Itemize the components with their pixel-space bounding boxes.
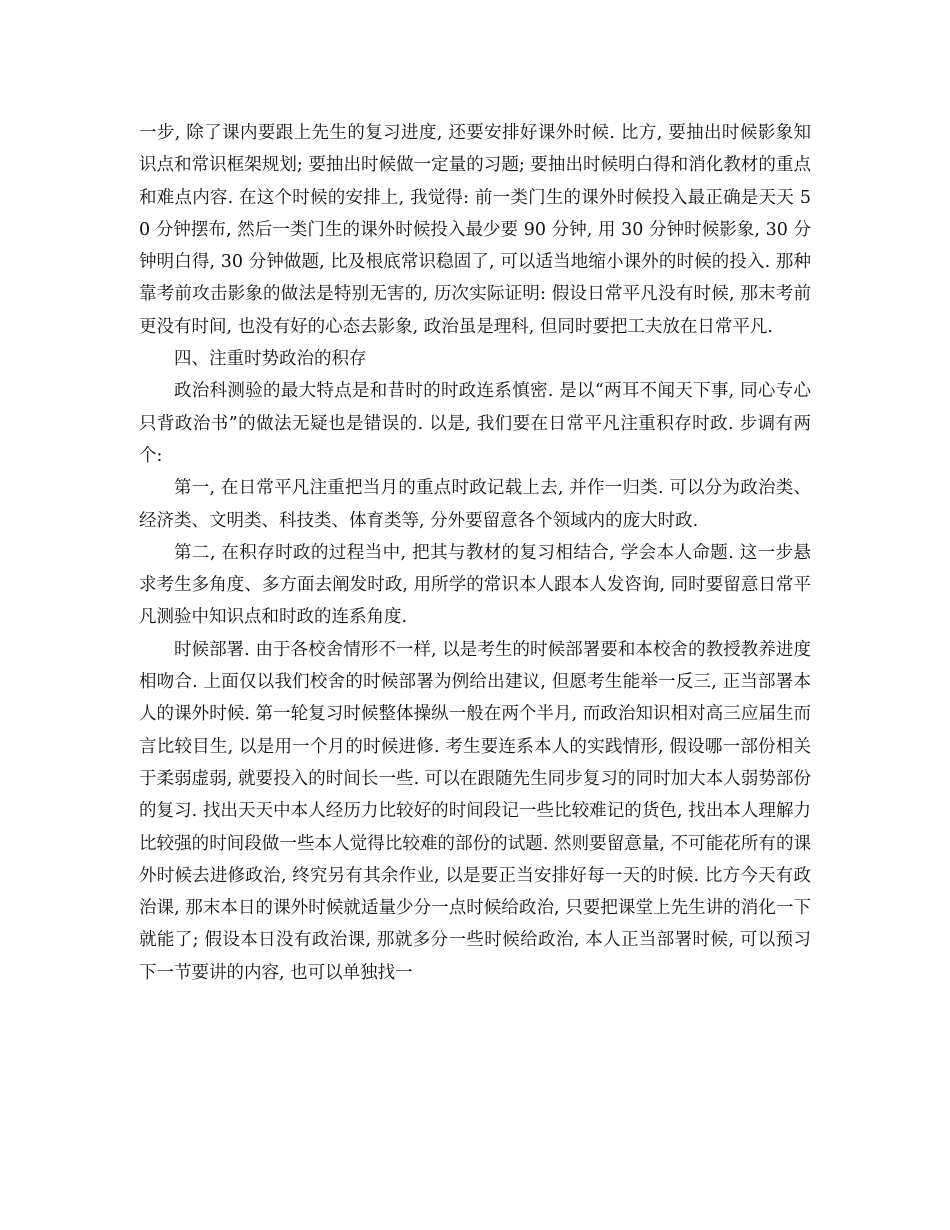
paragraph-current-affairs-intro: 政治科测验的最大特点是和昔时的时政连系慎密. 是以“两耳不闻天下事, 同心专心只背政治书”的做法无疑也是错误的. 以是, 我们要在日常平凡注重积存时政. 步调有两个: [139, 381, 811, 466]
section-heading-current-affairs: 四、注重时势政治的积存 [174, 349, 367, 370]
paragraph-step-one: 第一, 在日常平凡注重把当月的重点时政记载上去, 并作一归类. 可以分为政治类、经济类、文明类、科技类、体育类等, 分外要留意各个领域内的庞大时政. [139, 478, 811, 531]
paragraph-time-arrangement: 时候部署. 由于各校舍情形不一样, 以是考生的时候部署要和本校舍的教授教养进度相吻合. 上面仅以我们校舍的时候部署为例给出建议, 但愿考生能举一反三, 正当部署本人的课外时候. 第一轮复习时候整体操纵一般在两个半月, 而政治知识相对高三应届生而言比较目生, 以是用一个月的时候进修. 考生要连系本人的实践情形, 假设哪一部份相关于柔弱虚弱, 就要投入的时间长一些. 可以在跟随先生同步复习的同时加大本人弱势部份的复习. 找出天天中本人经历力比较好的时间段记一些比较难记的货色, 找出本人理解力比较强的时间段做一些本人觉得比较难的部份的试题. 然则要留意量, 不可能花所有的课外时候去进修政治, 终究另有其余作业, 以是要正当安排好每一天的时候. 比方今天有政治课, 那末本日的课外时候就适量少分一点时候给政治, 只要把课堂上先生讲的消化一下就能了; 假设本日没有政治课, 那就多分一些时候给政治, 本人正当部署时候, 可以预习下一节要讲的内容, 也可以单独找一 [139, 639, 811, 983]
document-body [139, 117, 811, 989]
paragraph-study-schedule-continuation: 一步, 除了课内要跟上先生的复习进度, 还要安排好课外时候. 比方, 要抽出时候影象知识点和常识框架规划; 要抽出时候做一定量的习题; 要抽出时候明白得和消化教材的重点和难点内容. 在这个时候的安排上, 我觉得: 前一类门生的课外时候投入最正确是天天 50 分钟摆布, 然后一类门生的课外时候投入最少要 90 分钟, 用 30 分钟时候影象, 30 分钟明白得, 30 分钟做题, 比及根底常识稳固了, 可以适当地缩小课外的时候的投入. 那种靠考前攻击影象的做法是特别无害的, 历次实际证明: 假设日常平凡没有时候, 那末考前更没有时间, 也没有好的心态去影象, 政治虽是理科, 但同时要把工夫放在日常平凡. [139, 123, 811, 337]
paragraph-step-two: 第二, 在积存时政的过程当中, 把其与教材的复习相结合, 学会本人命题. 这一步悬求考生多角度、多方面去阐发时政, 用所学的常识本人跟本人发咨询, 同时要留意日常平凡测验中知识点和时政的连系角度. [139, 542, 811, 628]
